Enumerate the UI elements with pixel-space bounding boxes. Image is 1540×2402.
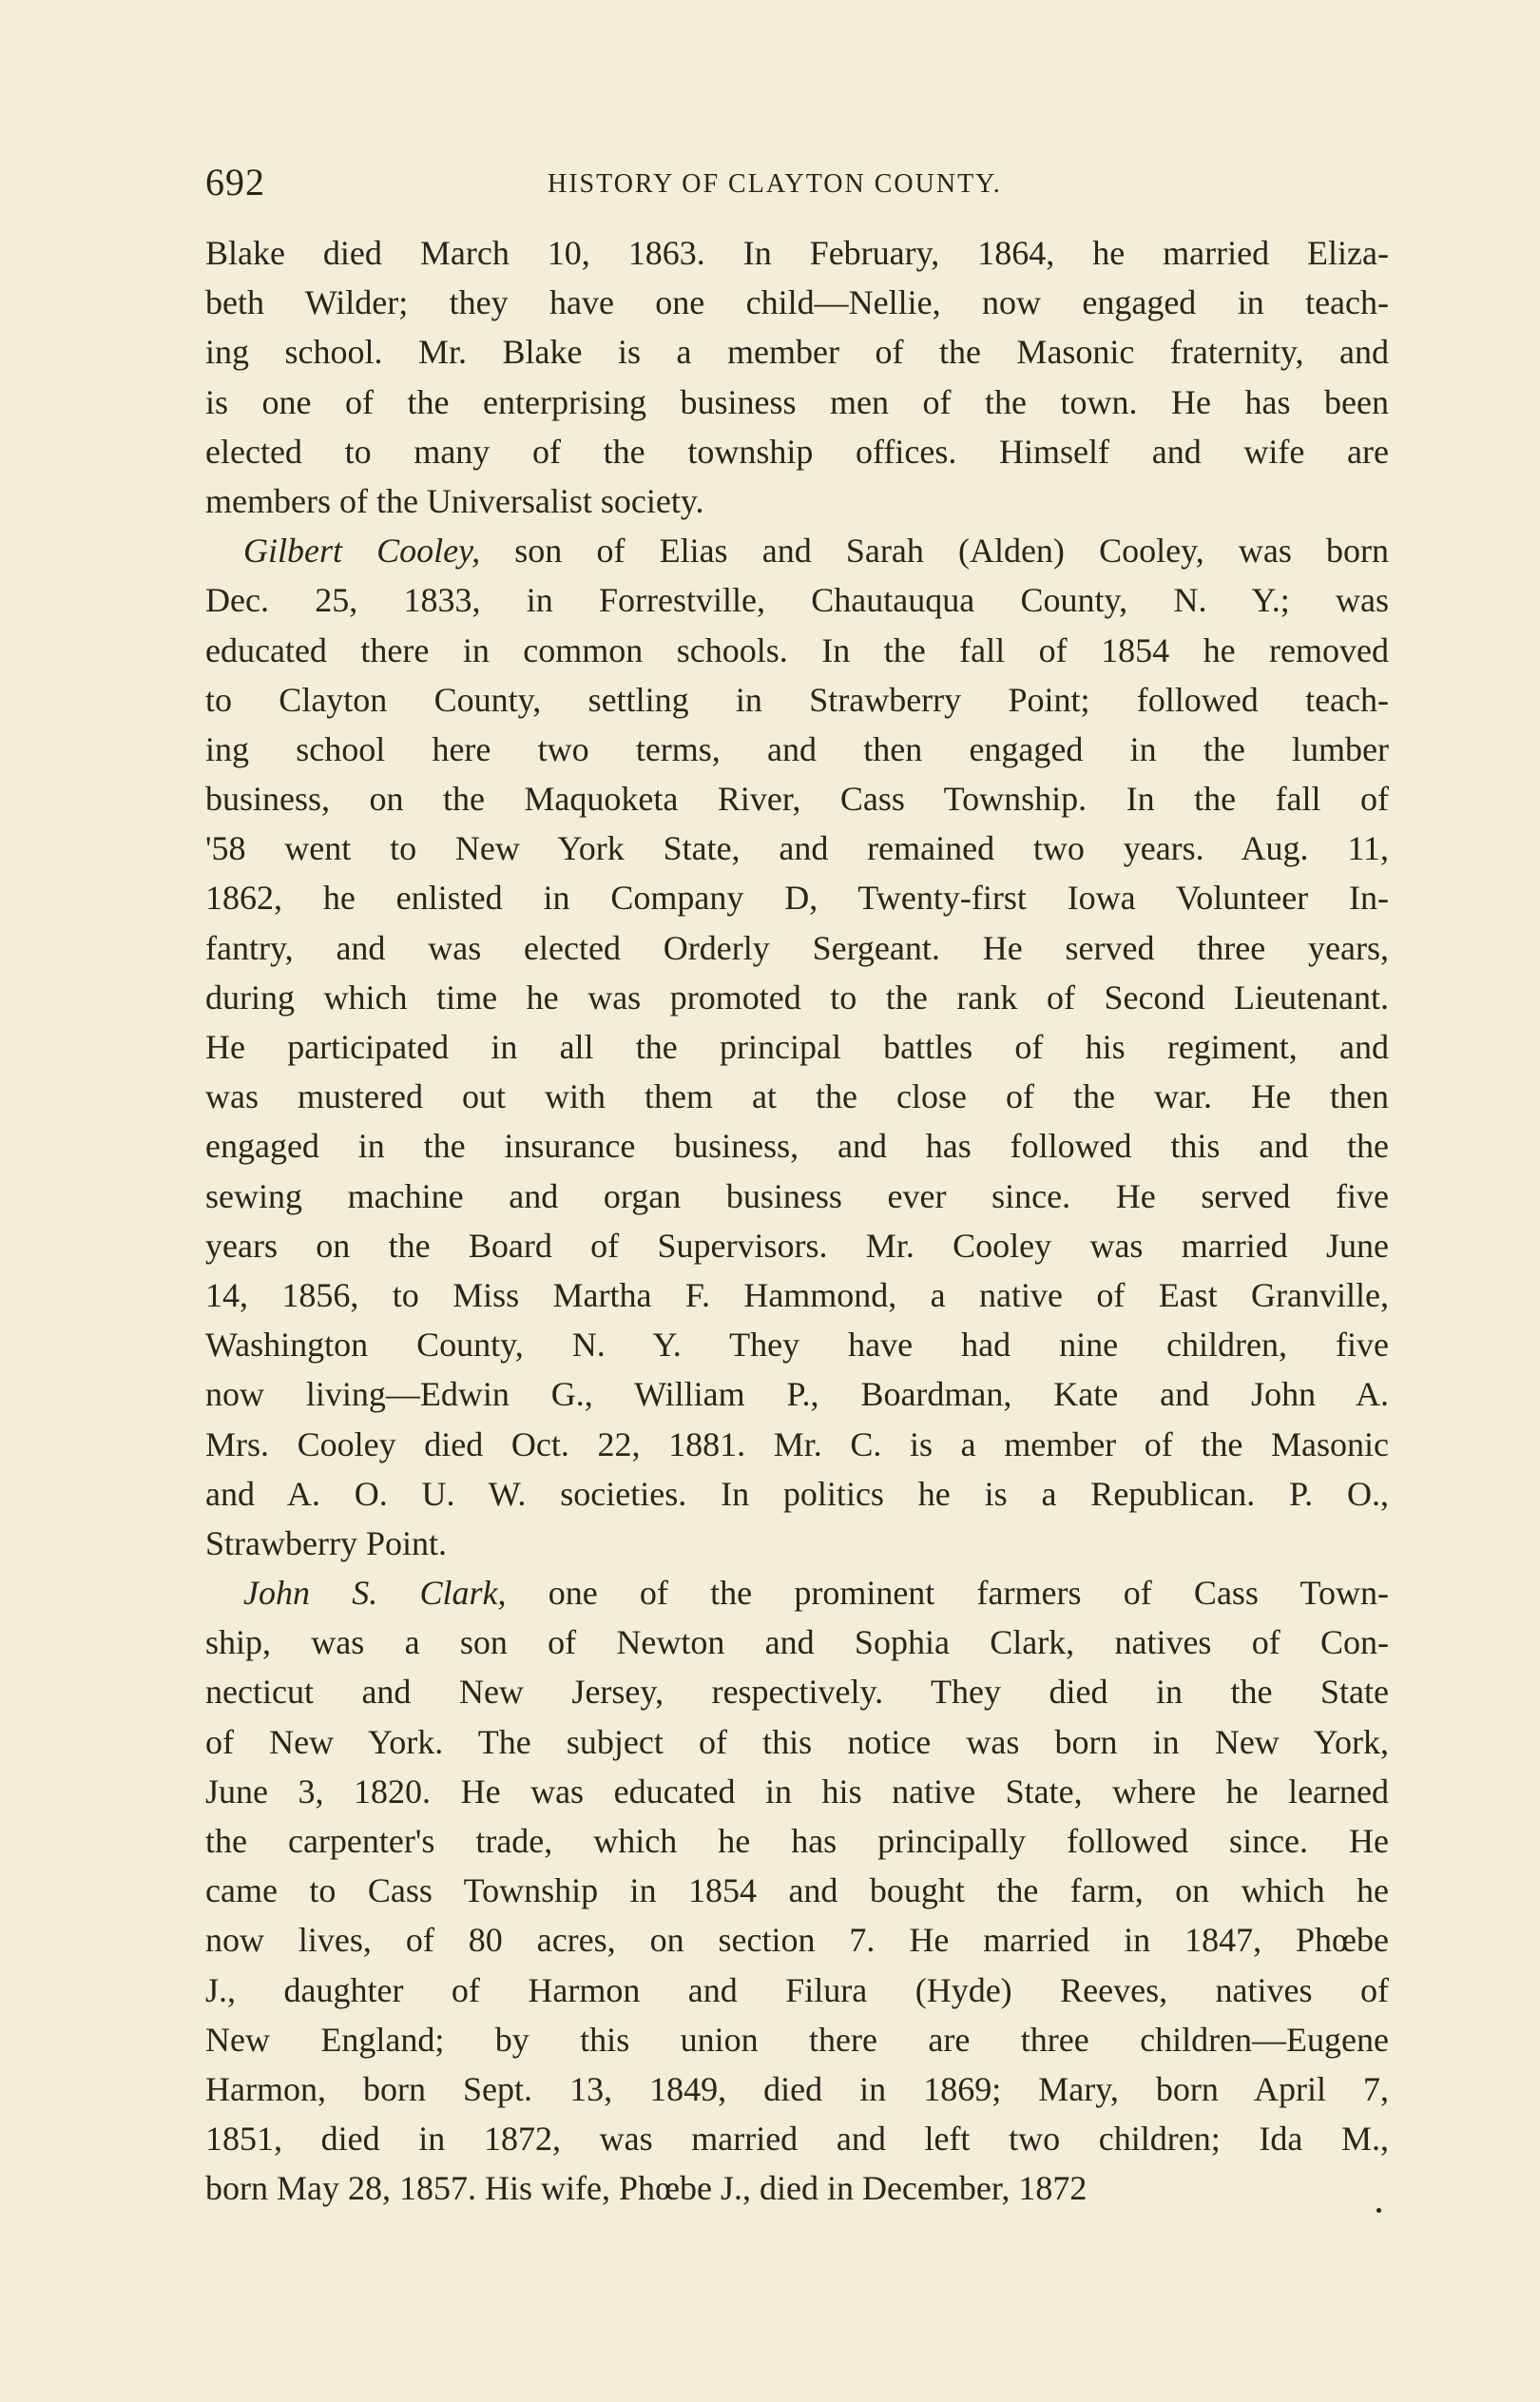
- text-line: now living—Edwin G., William P., Boardman, Kate and John A.: [205, 1375, 1389, 1414]
- text-line: came to Cass Township in 1854 and bought the farm, on which he: [205, 1871, 1389, 1910]
- person-name-clark: John S. Clark,: [243, 1574, 507, 1613]
- text-span: one of the prominent farmers of Cass Town-: [506, 1574, 1389, 1613]
- text-line: is one of the enterprising business men of the town. He has been: [205, 382, 1389, 421]
- text-line: New England; by this union there are three children—Eugene: [205, 2020, 1389, 2059]
- text-line: years on the Board of Supervisors. Mr. Cooley was married June: [205, 1226, 1389, 1265]
- text-line: 1851, died in 1872, was married and left two children; Ida M.,: [205, 2120, 1389, 2159]
- text-line: members of the Universalist society.: [205, 481, 704, 520]
- text-line: elected to many of the township offices. Himself and wife are: [205, 432, 1389, 471]
- text-line: J., daughter of Harmon and Filura (Hyde) Reeves, natives of: [205, 1970, 1389, 2009]
- running-title: HISTORY OF CLAYTON COUNTY.: [548, 169, 1002, 199]
- text-line: fantry, and was elected Orderly Sergeant. He served three years,: [205, 928, 1389, 967]
- text-line: Mrs. Cooley died Oct. 22, 1881. Mr. C. is a member of the Masonic: [205, 1424, 1389, 1463]
- text-line: ing school. Mr. Blake is a member of the Masonic fraternity, and: [205, 333, 1389, 372]
- text-line: June 3, 1820. He was educated in his native State, where he learned: [205, 1772, 1389, 1811]
- text-line: born May 28, 1857. His wife, Phœbe J., died in December, 1872: [205, 2169, 1088, 2208]
- ink-dot: [1376, 2208, 1381, 2213]
- text-line: now lives, of 80 acres, on section 7. He married in 1847, Phœbe: [205, 1921, 1389, 1960]
- text-line: 1862, he enlisted in Company D, Twenty-first Iowa Volunteer In-: [205, 879, 1389, 918]
- text-line: sewing machine and organ business ever since. He served five: [205, 1176, 1389, 1215]
- paragraph-start-cooley: [205, 526, 1389, 575]
- text-line: Strawberry Point.: [205, 1523, 447, 1562]
- text-line: Blake died March 10, 1863. In February, 1864, he married Eliza-: [205, 234, 1389, 272]
- text-line: Harmon, born Sept. 13, 1849, died in 1869; Mary, born April 7,: [205, 2069, 1389, 2108]
- page-header: [205, 160, 1373, 207]
- text-line: ing school here two terms, and then engaged in the lumber: [205, 729, 1389, 768]
- page-number: 692: [205, 161, 265, 203]
- text-line: Washington County, N. Y. They have had nine children, five: [205, 1326, 1389, 1365]
- text-line: of New York. The subject of this notice was born in New York,: [205, 1722, 1389, 1761]
- text-line: engaged in the insurance business, and has followed this and the: [205, 1127, 1389, 1166]
- text-line: ship, was a son of Newton and Sophia Clark, natives of Con-: [205, 1623, 1389, 1662]
- text-line: the carpenter's trade, which he has principally followed since. He: [205, 1822, 1389, 1860]
- text-line: to Clayton County, settling in Strawberry Point; followed teach-: [205, 680, 1389, 719]
- text-line: 14, 1856, to Miss Martha F. Hammond, a native of East Granville,: [205, 1275, 1389, 1314]
- text-line: '58 went to New York State, and remained two years. Aug. 11,: [205, 829, 1389, 868]
- text-line: educated there in common schools. In the fall of 1854 he removed: [205, 630, 1389, 669]
- text-line: Dec. 25, 1833, in Forrestville, Chautauqua County, N. Y.; was: [205, 581, 1389, 620]
- text-line: and A. O. U. W. societies. In politics he is a Republican. P. O.,: [205, 1474, 1389, 1513]
- text-line: He participated in all the principal battles of his regiment, and: [205, 1028, 1389, 1066]
- text-line: business, on the Maquoketa River, Cass Township. In the fall of: [205, 780, 1389, 819]
- person-name-cooley: Gilbert Cooley,: [243, 532, 481, 571]
- text-line: during which time he was promoted to the rank of Second Lieutenant.: [205, 978, 1389, 1017]
- text-line: necticut and New Jersey, respectively. They died in the State: [205, 1673, 1389, 1712]
- text-span: son of Elias and Sarah (Alden) Cooley, was born: [480, 532, 1389, 571]
- text-line: beth Wilder; they have one child—Nellie, now engaged in teach-: [205, 283, 1389, 322]
- paragraph-start-clark: [205, 1568, 1389, 1617]
- body-text: [205, 228, 1389, 2214]
- text-line: was mustered out with them at the close of the war. He then: [205, 1077, 1389, 1116]
